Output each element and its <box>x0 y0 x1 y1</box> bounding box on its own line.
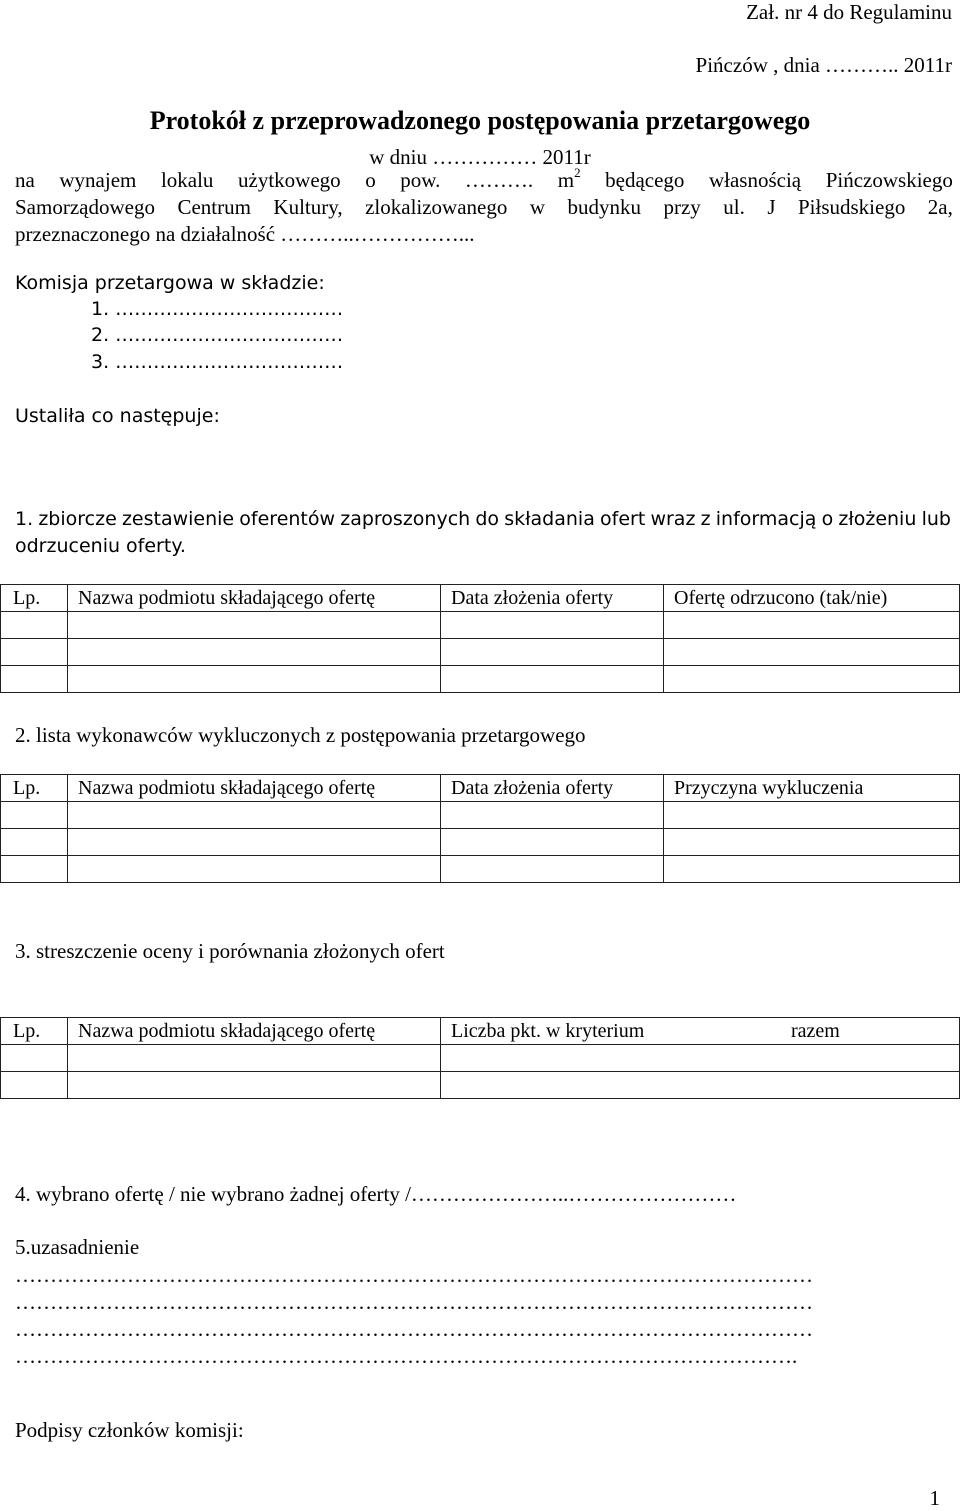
col-header-lp: Lp. <box>1 775 68 802</box>
justification-line-4: …………………………………………………………………………………………………. <box>15 1344 798 1368</box>
excluded-table <box>0 774 960 883</box>
section-1-heading: 1. zbiorcze zestawienie oferentów zaproszonych do składania ofert wraz z informacją o złożeniu lub <box>15 508 951 530</box>
table-header-row <box>1 585 960 612</box>
section-3-heading: 3. streszczenie oceny i porównania złożonych ofert <box>15 939 445 963</box>
table-row <box>1 802 960 829</box>
col-header-name: Nazwa podmiotu składającego ofertę <box>68 775 441 802</box>
intro-line-1: na wynajem lokalu użytkowego o pow. ………. $m^2$ będącego własnością Pińczowskiego <box>15 165 953 192</box>
col-header-total: razem <box>791 1018 960 1045</box>
signatures-heading: Podpisy członków komisji: <box>15 1418 244 1442</box>
table-row <box>1 1045 960 1072</box>
attachment-label: Zał. nr 4 do Regulaminu <box>746 0 952 24</box>
col-header-name: Nazwa podmiotu składającego ofertę <box>68 1018 441 1045</box>
table-row <box>1 829 960 856</box>
col-header-points: Liczba pkt. w kryterium <box>441 1018 792 1045</box>
justification-line-2: …………………………………………………………………………………………………… <box>15 1290 813 1314</box>
table-row <box>1 666 960 693</box>
place-date: Pińczów , dnia ……….. 2011r <box>695 53 952 77</box>
commission-heading: Komisja przetargowa w składzie: <box>15 272 325 294</box>
col-header-lp: Lp. <box>1 585 68 612</box>
justification-line-1: …………………………………………………………………………………………………… <box>15 1263 813 1287</box>
commission-member-2: 2. ……………………………… <box>91 324 344 346</box>
section-2-heading: 2. lista wykonawców wykluczonych z postępowania przetargowego <box>15 723 586 747</box>
document-title: Protokół z przeprowadzonego postępowania przetargowego <box>149 106 811 135</box>
col-header-name: Nazwa podmiotu składającego ofertę <box>68 585 441 612</box>
intro-line-3: przeznaczonego na działalność ………..……………... <box>15 222 475 246</box>
col-header-date: Data złożenia oferty <box>441 775 664 802</box>
table-row <box>1 639 960 666</box>
table-row <box>1 1072 960 1099</box>
table-row <box>1 612 960 639</box>
section-4-heading: 4. wybrano ofertę / nie wybrano żadnej oferty /…………………..…………………… <box>15 1182 737 1206</box>
commission-member-3: 3. ……………………………… <box>91 351 344 373</box>
scores-table <box>0 1017 960 1099</box>
established-heading: Ustaliła co następuje: <box>15 405 220 427</box>
intro-line-2: Samorządowego Centrum Kultury, zlokalizowanego w budynku przy ul. J Piłsudskiego 2a, <box>15 195 953 219</box>
col-header-lp: Lp. <box>1 1018 68 1045</box>
section-1-heading-cont: odrzuceniu oferty. <box>15 535 186 557</box>
col-header-date: Data złożenia oferty <box>441 585 664 612</box>
table-header-row <box>1 775 960 802</box>
section-5-heading: 5.uzasadnienie <box>15 1235 140 1259</box>
protocol-date: w dniu …………… 2011r <box>369 145 591 169</box>
page-number: 1 <box>929 1486 940 1510</box>
justification-line-3: …………………………………………………………………………………………………… <box>15 1317 813 1341</box>
col-header-reason: Przyczyna wykluczenia <box>664 775 960 802</box>
table-row <box>1 856 960 883</box>
col-header-rejected: Ofertę odrzucono (tak/nie) <box>664 585 960 612</box>
table-header-row <box>1 1018 960 1045</box>
commission-member-1: 1. ……………………………… <box>91 298 344 320</box>
offers-table <box>0 584 960 693</box>
